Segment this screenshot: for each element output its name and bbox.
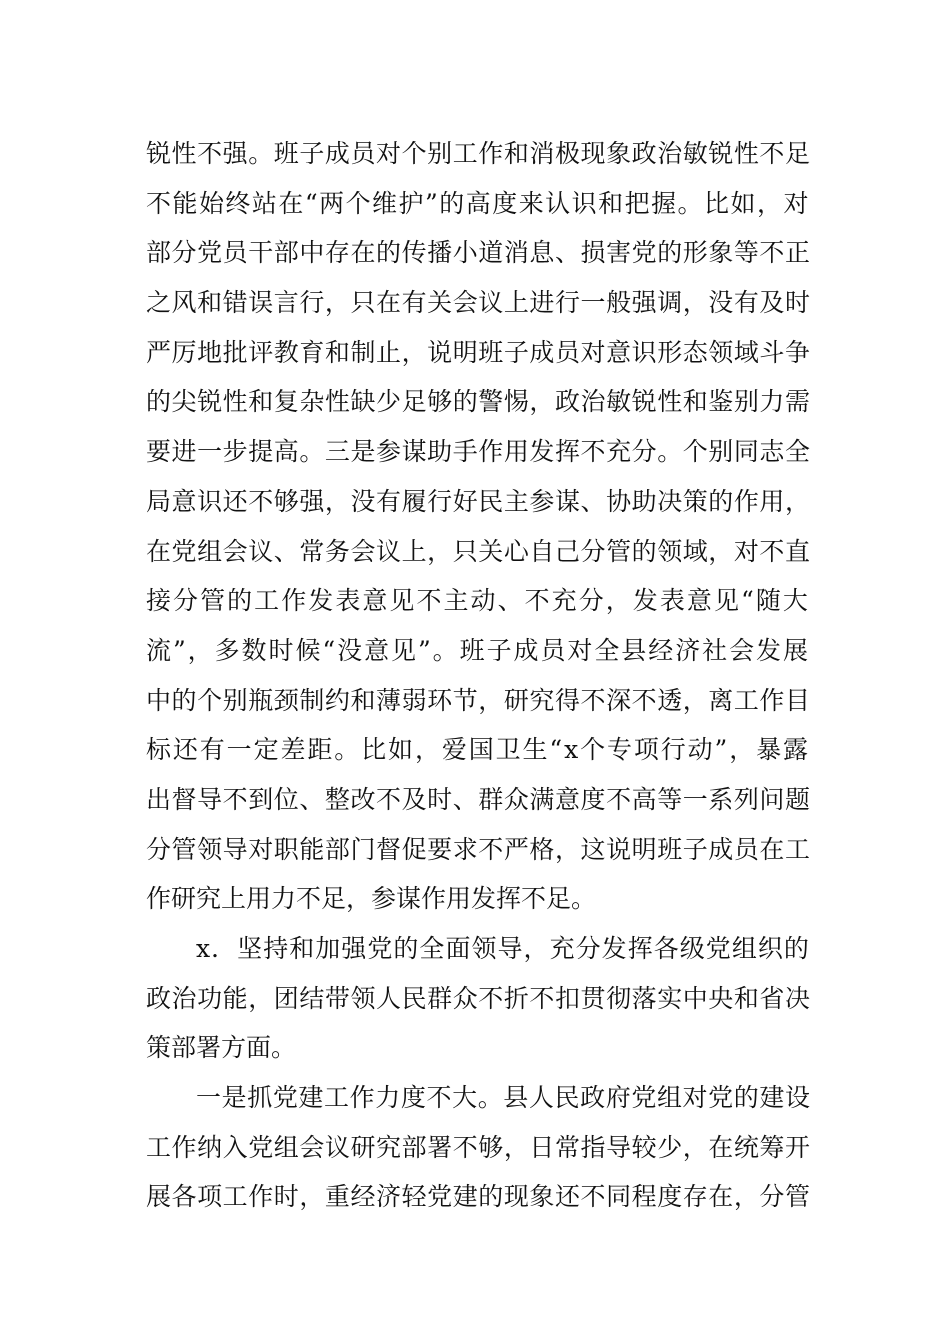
text-line: 的尖锐性和复杂性缺少足够的警惕，政治敏锐性和鉴别力需: [146, 387, 811, 417]
text-line: 中的个别瓶颈制约和薄弱环节，研究得不深不透，离工作目: [146, 685, 811, 715]
text-line: 之风和错误言行，只在有关会议上进行一般强调，没有及时: [146, 288, 811, 318]
text-line: 接分管的工作发表意见不主动、不充分，发表意见“随大: [146, 586, 810, 616]
text-line: 部分党员干部中存在的传播小道消息、损害党的形象等不正: [146, 238, 811, 268]
paragraph-2: [146, 924, 810, 1073]
paragraph-1: [146, 129, 810, 924]
text-line: 策部署方面。: [146, 1033, 297, 1063]
text-line: 工作纳入党组会议研究部署不够，日常指导较少，在统筹开: [146, 1132, 811, 1162]
text-line: 流”，多数时候“没意见”。班子成员对全县经济社会发展: [146, 635, 810, 665]
text-line: 出督导不到位、整改不及时、群众满意度不高等一系列问题: [146, 784, 811, 814]
text-line: 作研究上用力不足，参谋作用发挥不足。: [146, 884, 597, 914]
text-line: 一是抓党建工作力度不大。县人民政府党组对党的建设: [196, 1083, 811, 1112]
text-line: x．坚持和加强党的全面领导，充分发挥各级党组织的: [196, 934, 810, 963]
text-line: 不能始终站在“两个维护”的高度来认识和把握。比如，对: [146, 188, 810, 218]
text-line: 在党组会议、常务会议上，只关心自己分管的领域，对不直: [146, 536, 811, 566]
text-line: 展各项工作时，重经济轻党建的现象还不同程度存在，分管: [146, 1182, 811, 1212]
text-line: 政治功能，团结带领人民群众不折不扣贯彻落实中央和省决: [146, 983, 811, 1013]
text-line: 锐性不强。班子成员对个别工作和消极现象政治敏锐性不足: [146, 139, 811, 168]
text-line: 局意识还不够强，没有履行好民主参谋、协助决策的作用，: [146, 486, 811, 516]
paragraph-3: [146, 1073, 810, 1222]
text-line: 分管领导对职能部门督促要求不严格，这说明班子成员在工: [146, 834, 811, 864]
text-line: 标还有一定差距。比如，爱国卫生“x个专项行动”，暴露: [146, 735, 810, 765]
text-line: 要进一步提高。三是参谋助手作用发挥不充分。个别同志全: [146, 437, 811, 467]
text-line: 严厉地批评教育和制止，说明班子成员对意识形态领域斗争: [146, 337, 811, 367]
